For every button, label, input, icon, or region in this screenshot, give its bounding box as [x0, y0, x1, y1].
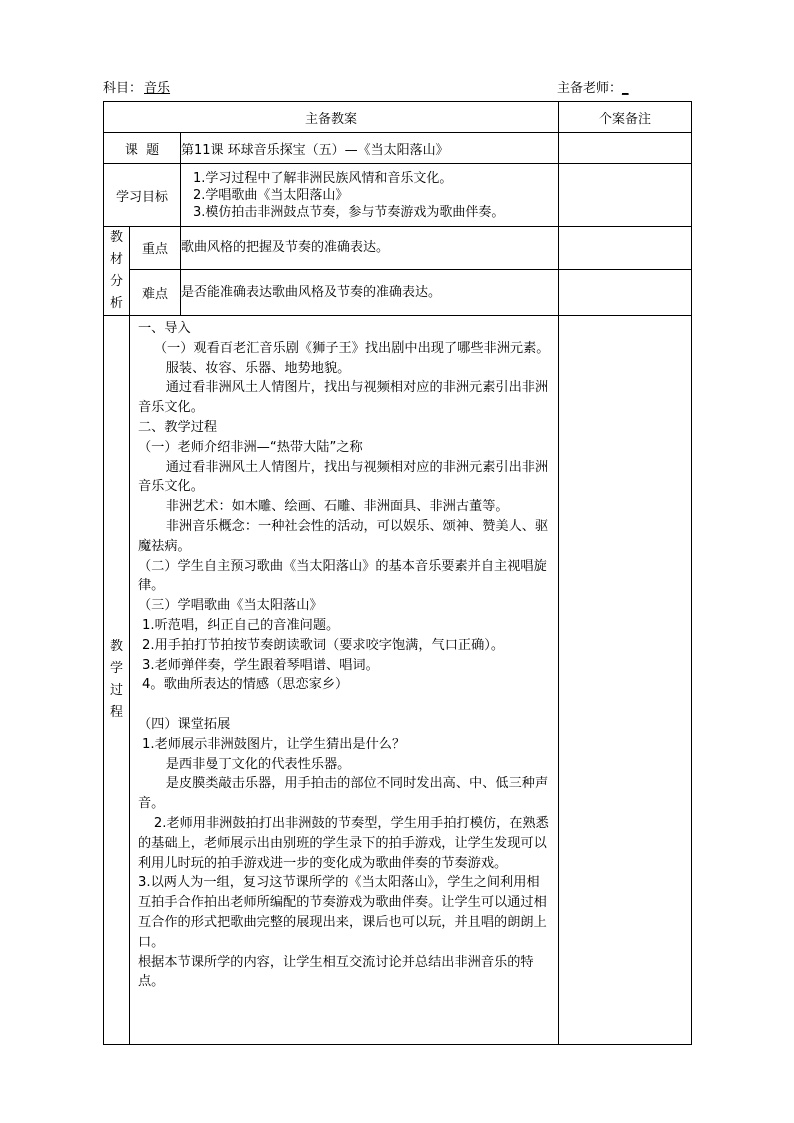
process-paragraph: 通过看非洲风土人情图片，找出与视频相对应的非洲元素引出非洲音乐文化。 — [138, 459, 549, 495]
process-paragraph: 是皮膜类敲击乐器，用手拍击的部位不同时发出高、中、低三种声音。 — [138, 776, 549, 812]
goal-item: 3.模仿拍击非洲鼓点节奏，参与节奏游戏为歌曲伴奏。 — [193, 204, 505, 220]
process-note — [559, 316, 692, 1045]
process-label-char: 学 — [109, 661, 123, 676]
process-paragraph: 3.以两人为一组，复习这节课所学的《当太阳落山》，学生之间利用相互拍手合作拍出老师所编配的节奏游戏为歌曲伴奏。让学生可以通过相互合作的形式把歌曲完整的展现出来，课后也可以玩，并且唱的朗朗上口。 — [138, 875, 547, 950]
goals-note — [559, 164, 692, 227]
goals-row — [104, 164, 692, 227]
process-paragraph: 2.用手拍打节拍按节奏朗读歌词（要求咬字饱满，气口正确）。 — [142, 637, 505, 653]
difficulty-value: 是否能准确表达歌曲风格及节奏的准确表达。 — [181, 269, 559, 315]
process-label — [104, 316, 130, 1045]
goals-list — [181, 164, 559, 227]
key-point-row — [104, 227, 692, 270]
difficulty-row — [104, 269, 692, 315]
difficulty-note — [559, 269, 692, 315]
process-paragraph: （一）观看百老汇音乐剧《狮子王》找出剧中出现了哪些非洲元素。 — [153, 340, 550, 356]
teacher-value: _ — [622, 81, 629, 96]
process-paragraph: 4。歌曲所表达的情感（思恋家乡） — [142, 677, 349, 693]
lesson-plan-table — [103, 101, 692, 1045]
process-paragraph: 二、教学过程 — [138, 419, 218, 435]
process-paragraph: （二）学生自主预习歌曲《当太阳落山》的基本音乐要素并自主视唱旋律。 — [138, 558, 547, 594]
process-paragraph: 一、导入 — [138, 321, 191, 336]
col-main-header: 主备教案 — [104, 102, 559, 133]
teacher-field — [557, 79, 629, 99]
process-row — [104, 316, 692, 1045]
process-paragraph: （三）学唱歌曲《当太阳落山》 — [138, 598, 323, 614]
process-paragraph: （四）课堂拓展 — [138, 716, 231, 732]
process-paragraph: 根据本节课所学的内容，让学生相互交流讨论并总结出非洲音乐的特点。 — [138, 954, 534, 990]
process-content — [130, 316, 559, 1045]
key-note — [559, 227, 692, 270]
process-label-char: 程 — [109, 705, 123, 720]
process-paragraph: 2.老师用非洲鼓拍打出非洲鼓的节奏型，学生用手拍打模仿，在熟悉的基础上，老师展示出由别班的学生录下的拍手游戏，让学生发现可以利用儿时玩的拍手游戏进一步的变化成为歌曲伴奏的节奏游戏。 — [138, 815, 549, 871]
col-note-header: 个案备注 — [559, 102, 692, 133]
topic-note — [559, 133, 692, 164]
process-label-char: 过 — [109, 683, 123, 698]
process-paragraph: 非洲艺术：如木雕、绘画、石雕、非洲面具、非洲古董等。 — [165, 499, 509, 515]
teacher-label: 主备老师： — [557, 81, 623, 96]
process-label-char: 教 — [109, 639, 123, 654]
process-paragraph: 1.老师展示非洲鼓图片，让学生猜出是什么？ — [142, 736, 406, 752]
subject-label: 科目： — [103, 81, 143, 96]
goal-item: 1.学习过程中了解非洲民族风情和音乐文化。 — [193, 170, 453, 186]
process-paragraph: 是西非曼丁文化的代表性乐器。 — [165, 756, 351, 772]
subject-value: 音乐 — [144, 81, 171, 96]
analysis-label-char: 析 — [109, 296, 123, 311]
key-value: 歌曲风格的把握及节奏的准确表达。 — [181, 227, 559, 270]
goal-item: 2.学唱歌曲《当太阳落山》 — [193, 187, 349, 203]
process-paragraph: （一）老师介绍非洲—“热带大陆”之称 — [138, 439, 363, 455]
topic-value: 第11课 环球音乐探宝（五）—《当太阳落山》 — [181, 133, 559, 164]
process-paragraph: 通过看非洲风土人情图片，找出与视频相对应的非洲元素引出非洲音乐文化。 — [138, 380, 549, 416]
difficulty-label: 难点 — [130, 269, 181, 315]
table-header-row — [104, 102, 692, 133]
topic-label: 课 题 — [104, 133, 181, 164]
subject-field — [103, 79, 170, 99]
analysis-label-char: 材 — [109, 252, 123, 267]
analysis-label-char: 教 — [109, 230, 123, 245]
analysis-label-char: 分 — [109, 274, 123, 289]
process-paragraph: 服装、妆容、乐器、地势地貌。 — [165, 360, 351, 376]
page-header — [103, 79, 691, 99]
analysis-label — [104, 227, 130, 316]
process-paragraph: 1.听范唱，纠正自己的音准问题。 — [142, 617, 340, 633]
key-label: 重点 — [130, 227, 181, 270]
topic-row — [104, 133, 692, 164]
process-paragraph: 3.老师弹伴奏，学生跟着琴唱谱、唱词。 — [142, 657, 379, 673]
goals-label: 学习目标 — [104, 164, 181, 227]
process-paragraph: 非洲音乐概念：一种社会性的活动，可以娱乐、颂神、赞美人、驱魔祛病。 — [138, 518, 549, 554]
